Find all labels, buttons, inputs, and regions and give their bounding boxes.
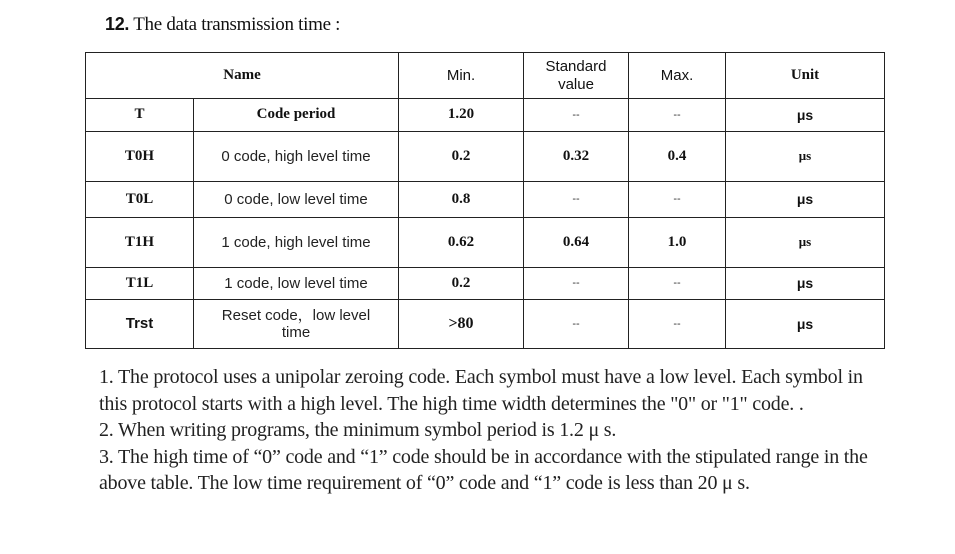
row-min: >80: [399, 300, 524, 349]
row-min: 1.20: [399, 99, 524, 132]
timing-table: [85, 52, 885, 349]
row-symbol: T0H: [86, 132, 194, 182]
row-name: 0 code, low level time: [194, 182, 399, 218]
row-min: 0.62: [399, 218, 524, 268]
header-standard-line2: value: [558, 75, 594, 93]
notes: [99, 364, 889, 497]
row-standard: --: [524, 268, 629, 300]
header-min: Min.: [399, 53, 524, 99]
row-standard: --: [524, 182, 629, 218]
row-name: 1 code, high level time: [194, 218, 399, 268]
row-unit: μs: [726, 99, 885, 132]
row-max: --: [629, 182, 726, 218]
row-name: 1 code, low level time: [194, 268, 399, 300]
row-min: 0.8: [399, 182, 524, 218]
row-standard: 0.64: [524, 218, 629, 268]
row-symbol: T1H: [86, 218, 194, 268]
row-max: 1.0: [629, 218, 726, 268]
row-max: --: [629, 300, 726, 349]
table-row: [86, 300, 885, 349]
row-max: --: [629, 268, 726, 300]
row-symbol: Trst: [86, 300, 194, 349]
note-3: 3. The high time of “0” code and “1” code should be in accordance with the stipulated range in the above table. The low time requirement of “0” code and “1” code is less than 20 μ s.: [99, 445, 868, 494]
row-symbol: T0L: [86, 182, 194, 218]
row-unit: μs: [726, 132, 885, 182]
table-row: [86, 268, 885, 300]
row-standard: --: [524, 99, 629, 132]
header-standard-line1: Standard: [545, 58, 607, 76]
row-unit: μs: [726, 218, 885, 268]
section-heading: [105, 14, 340, 36]
table-row: [86, 182, 885, 218]
row-symbol: T: [86, 99, 194, 132]
row-name: Reset code，low level time: [194, 300, 399, 349]
row-min: 0.2: [399, 268, 524, 300]
row-name: Code period: [194, 99, 399, 132]
row-unit: μs: [726, 182, 885, 218]
row-standard: --: [524, 300, 629, 349]
section-title: The data transmission time :: [133, 14, 341, 35]
row-name: 0 code, high level time: [194, 132, 399, 182]
table-row: [86, 132, 885, 182]
header-max: Max.: [629, 53, 726, 99]
row-standard: 0.32: [524, 132, 629, 182]
row-max: --: [629, 99, 726, 132]
header-name: Name: [86, 53, 399, 99]
table-header-row: [86, 53, 885, 99]
section-number: 12.: [105, 14, 130, 34]
row-max: 0.4: [629, 132, 726, 182]
note-1: 1. The protocol uses a unipolar zeroing code. Each symbol must have a low level. Each symbol in this protocol starts with a high level. The high time width determines the "0" or "1" code. .: [99, 366, 863, 415]
row-min: 0.2: [399, 132, 524, 182]
header-unit: Unit: [726, 53, 885, 99]
row-unit: μs: [726, 300, 885, 349]
row-unit: μs: [726, 268, 885, 300]
table-row: [86, 218, 885, 268]
header-standard: [524, 53, 629, 99]
note-2: 2. When writing programs, the minimum symbol period is 1.2 μ s.: [99, 419, 617, 441]
row-symbol: T1L: [86, 268, 194, 300]
table-row: [86, 99, 885, 132]
